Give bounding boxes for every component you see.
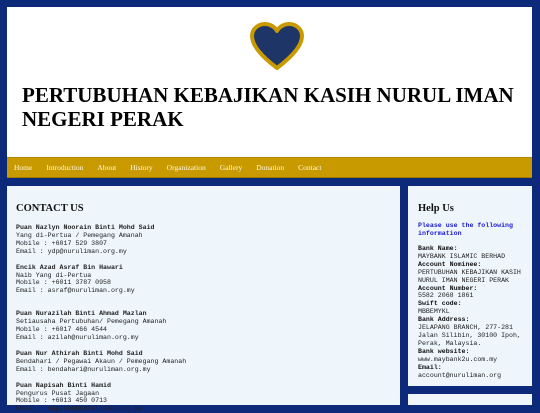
nav-donation[interactable]: Donation: [256, 163, 285, 172]
contact-item: [16, 350, 391, 374]
bank-address-label: Bank Address:: [418, 316, 470, 324]
nav-about[interactable]: About: [97, 163, 117, 172]
nav-contact[interactable]: Contact: [298, 163, 322, 172]
contact-email[interactable]: Email : ydp@nuruliman.org.my: [16, 247, 127, 255]
contact-name: Encik Azad Asraf Bin Hawari: [16, 263, 123, 271]
contact-item: [16, 310, 391, 342]
bank-name-label: Bank Name:: [418, 245, 458, 252]
contact-email[interactable]: Email : napisah@nuruliman.org.my: [16, 405, 143, 413]
contact-email[interactable]: Email : azilah@nuruliman.org.my: [16, 333, 139, 341]
account-nominee-value: PERTUBUHAN KEBAJIKAN KASIH NURUL IMAN NEGERI PERAK: [418, 268, 521, 284]
nav-organization[interactable]: Organization: [166, 163, 206, 172]
contact-name: Puan Napisah Binti Hamid: [16, 381, 111, 389]
nav-home[interactable]: Home: [14, 163, 33, 172]
contact-role: Yang di-Pertua / Pemegang Amanah: [16, 231, 143, 239]
bank-email-link[interactable]: account@nuruliman.org: [418, 371, 502, 379]
contact-item: [16, 264, 391, 296]
contact-name: Puan Nazlyn Noorain Binti Mohd Said: [16, 224, 155, 231]
swift-code-value: MBBEMYKL: [418, 308, 450, 316]
contact-name: Puan Nur Athirah Binti Mohd Said: [16, 349, 143, 357]
site-header: [7, 7, 532, 157]
bank-details: [418, 245, 522, 379]
bank-website-link[interactable]: www.maybank2u.com.my: [418, 355, 498, 363]
help-heading: Help Us: [418, 203, 454, 214]
account-number-label: Account Number:: [418, 284, 478, 292]
contact-mobile: Mobile : +6013 450 0713: [16, 397, 108, 405]
contact-item: [16, 224, 391, 256]
contact-panel: [7, 186, 400, 413]
bank-name-value: MAYBANK ISLAMIC BERHAD: [418, 252, 506, 260]
sidebar-lower-panel: [408, 394, 532, 405]
contact-list: [16, 224, 391, 413]
heart-logo-icon[interactable]: [249, 21, 305, 73]
nav-introduction[interactable]: Introduction: [46, 163, 84, 172]
account-number-value: 5582 2068 1861: [418, 292, 474, 300]
contact-heading: CONTACT US: [16, 203, 84, 214]
contact-mobile: Mobile : +6011 3787 0958: [16, 279, 111, 287]
contact-mobile: Mobile : +6017 529 3807: [16, 239, 108, 247]
main-nav: [7, 157, 532, 178]
help-intro: Please use the following information: [418, 222, 513, 237]
account-nominee-label: Account Nominee:: [418, 260, 482, 268]
contact-email[interactable]: Email : bendahari@nuruliman.org.my: [16, 365, 151, 373]
swift-code-label: Swift code:: [418, 300, 462, 308]
contact-mobile: Mobile : +6017 466 4544: [16, 326, 108, 334]
site-title: PERTUBUHAN KEBAJIKAN KASIH NURUL IMAN NEGERI PERAK: [22, 83, 514, 131]
bank-email-label: Email:: [418, 363, 442, 371]
contact-email[interactable]: Email : asraf@nuruliman.org.my: [16, 287, 135, 295]
contact-role: Pengurus Pusat Jagaan: [16, 389, 100, 397]
help-us-panel: [408, 186, 532, 386]
contact-item: [16, 382, 391, 413]
contact-role: Setiausaha Pertubuhan/ Pemegang Amanah: [16, 318, 167, 326]
nav-history[interactable]: History: [130, 163, 153, 172]
contact-name: Puan Nurazilah Binti Ahmad Mazlan: [16, 310, 147, 318]
bank-address-value: JELAPANG BRANCH, 277-281 Jalan Silibin, 30100 Ipoh, Perak, Malaysia.: [418, 324, 521, 347]
nav-gallery[interactable]: Gallery: [219, 163, 243, 172]
contact-role: Bendahari / Pegawai Akaun / Pemegang Amanah: [16, 357, 187, 365]
contact-role: Naib Yang di-Pertua: [16, 271, 92, 279]
bank-website-label: Bank website:: [418, 347, 470, 355]
